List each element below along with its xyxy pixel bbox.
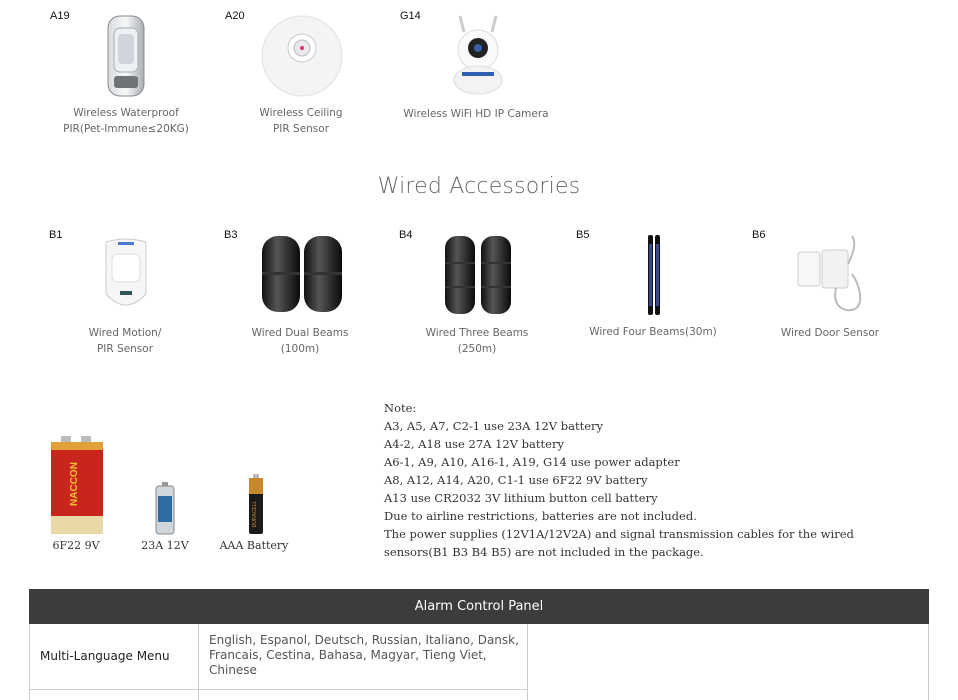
product-caption: Wired Four Beams(30m) xyxy=(589,326,717,338)
spec-label-cell: Multi-Language Menu xyxy=(30,624,199,690)
note-line: A3, A5, A7, C2-1 use 23A 12V battery xyxy=(384,419,603,433)
note-line: A4-2, A18 use 27A 12V battery xyxy=(384,437,564,451)
wired-door-sensor-icon xyxy=(792,234,868,316)
product-code: A19 xyxy=(50,10,70,22)
three-beam-sensor-icon xyxy=(443,234,513,316)
product-code: B6 xyxy=(752,229,766,241)
dual-beam-sensor-icon xyxy=(260,234,344,316)
note-line: A6-1, A9, A10, A16-1, A19, G14 use power adapter xyxy=(384,455,680,469)
aaa-battery-icon xyxy=(247,474,265,536)
svg-text:NACCON: NACCON xyxy=(69,462,80,506)
product-code: B4 xyxy=(399,229,413,241)
product-caption: Wired Three Beams (250m) xyxy=(425,327,529,355)
9v-battery-icon xyxy=(49,436,105,536)
battery-label: 23A 12V xyxy=(141,539,189,552)
note-heading: Note: xyxy=(384,401,417,415)
product-caption: Wired Dual Beams (100m) xyxy=(251,327,349,355)
note-line: A13 use CR2032 3V lithium button cell battery xyxy=(384,491,658,505)
23a-battery-icon xyxy=(154,482,176,536)
spec-value-cell-next xyxy=(199,690,528,700)
note-line: A8, A12, A14, A20, C1-1 use 6F22 9V battery xyxy=(384,473,648,487)
battery-label: 6F22 9V xyxy=(52,539,100,552)
note-line: The power supplies (12V1A/12V2A) and signal transmission cables for the wired xyxy=(384,527,854,541)
wired-pir-sensor-icon xyxy=(100,236,152,316)
product-caption: Wireless WiFi HD IP Camera xyxy=(403,108,549,120)
section-title-wired: Wired Accessories xyxy=(377,174,581,199)
product-code: B3 xyxy=(224,229,238,241)
product-caption: Wireless Waterproof PIR(Pet-Immune≤20KG) xyxy=(63,107,189,135)
product-code: A20 xyxy=(225,10,245,22)
spec-value-cell: English, Espanol, Deutsch, Russian, Italiano, Dansk, Francais, Cestina, Bahasa, Magyar, Tieng Viet, Chinese xyxy=(199,624,528,690)
note-line: sensors(B1 B3 B4 B5) are not included in the package. xyxy=(384,545,704,559)
product-caption: Wired Door Sensor xyxy=(780,327,880,339)
product-code: B5 xyxy=(576,229,590,241)
product-code: B1 xyxy=(49,229,63,241)
product-code: G14 xyxy=(400,10,421,22)
four-beam-sensor-icon xyxy=(645,234,663,316)
note-line: Due to airline restrictions, batteries are not included. xyxy=(384,509,697,523)
product-caption: Wired Motion/ PIR Sensor xyxy=(88,327,162,355)
spec-label-cell-next xyxy=(30,690,199,700)
panel-table-header: Alarm Control Panel xyxy=(29,589,929,624)
panel-spec-table xyxy=(29,624,929,700)
outdoor-pir-sensor-icon xyxy=(104,14,148,98)
ceiling-pir-sensor-icon xyxy=(260,14,344,98)
svg-text:DURACELL: DURACELL xyxy=(252,500,258,528)
battery-label: AAA Battery xyxy=(219,539,289,552)
product-caption: Wireless Ceiling PIR Sensor xyxy=(259,107,343,135)
battery-note xyxy=(384,399,854,561)
ip-camera-icon xyxy=(450,14,506,98)
